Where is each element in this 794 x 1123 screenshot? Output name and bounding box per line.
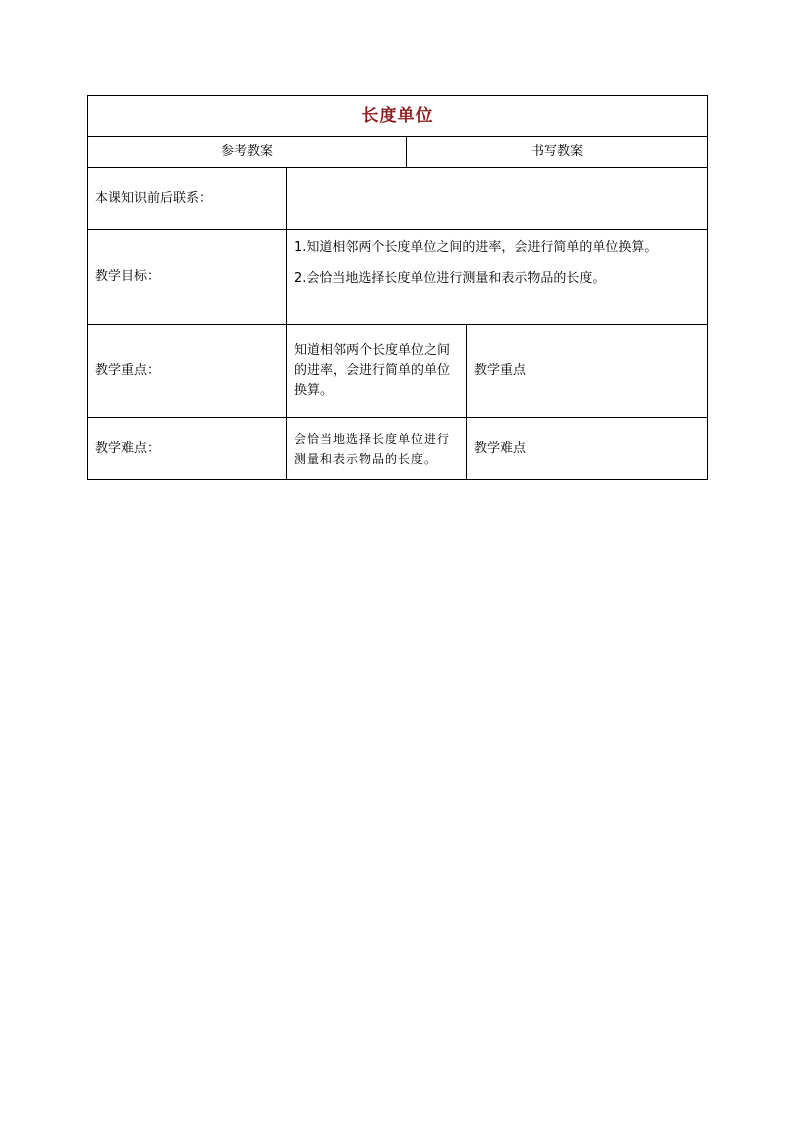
key-points-label: 教学重点： [88,325,287,418]
knowledge-label: 本课知识前后联系： [88,168,287,230]
goals-content [287,230,708,325]
writing-plan-header: 书写教案 [407,137,708,168]
difficulties-note: 教学难点 [467,418,708,480]
lesson-plan-table [87,95,708,480]
goals-label: 教学目标： [88,230,287,325]
lesson-title: 长度单位 [88,96,708,137]
knowledge-row [88,168,708,230]
difficulties-row [88,418,708,480]
difficulties-content: 会恰当地选择长度单位进行测量和表示物品的长度。 [287,418,467,480]
key-points-row [88,325,708,418]
title-row [88,96,708,137]
goal-item-1: 1.知道相邻两个长度单位之间的进率，会进行简单的单位换算。 [294,240,658,255]
reference-plan-header: 参考教案 [88,137,407,168]
difficulties-label: 教学难点： [88,418,287,480]
knowledge-content [287,168,708,230]
key-points-note: 教学重点 [467,325,708,418]
goals-row [88,230,708,325]
key-points-content: 知道相邻两个长度单位之间的进率，会进行简单的单位换算。 [287,325,467,418]
header-row [88,137,708,168]
goal-item-2: 2.会恰当地选择长度单位进行测量和表示物品的长度。 [294,271,606,286]
